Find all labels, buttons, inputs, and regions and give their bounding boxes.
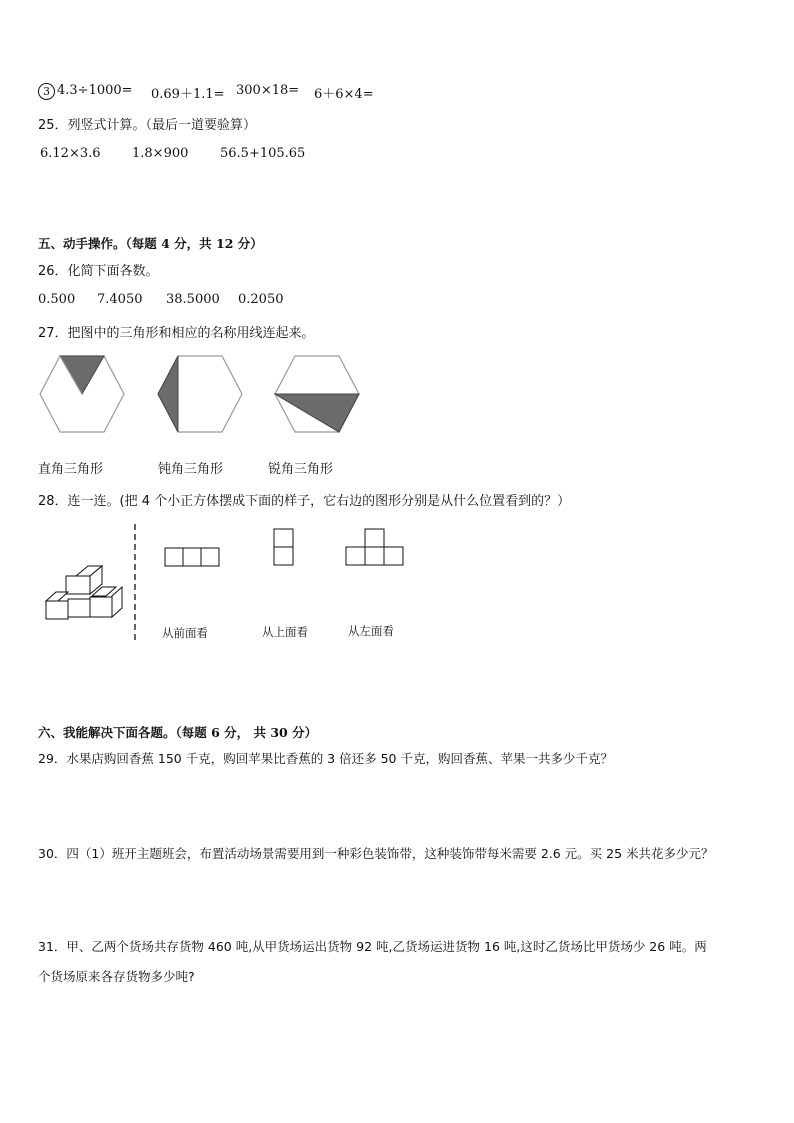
calc-item: 0.69＋1.1= — [151, 87, 225, 102]
hexagon-figure-2 — [156, 354, 244, 434]
q28-title: 28．连一连。(把 4 个小正方体摆成下面的样子，它右边的图形分别是从什么位置看到的？） — [38, 494, 571, 509]
view-shape-3 — [345, 528, 405, 568]
number-item: 7.4050 — [97, 292, 143, 307]
triangle-label-acute: 锐角三角形 — [268, 462, 334, 477]
vertical-calc-item: 6.12×3.6 — [40, 146, 101, 161]
section-6-heading: 六、我能解决下面各题。（每题 6 分， 共 30 分） — [38, 725, 318, 740]
q27-title: 27．把图中的三角形和相应的名称用线连起来。 — [38, 326, 315, 341]
q29-text: 29．水果店购回香蕉 150 千克，购回苹果比香蕉的 3 倍还多 50 千克，购回香蕉、苹果一共多少千克？ — [38, 751, 613, 766]
q24-line — [38, 83, 374, 102]
number-item: 0.2050 — [238, 292, 284, 307]
calc-item: 300×18= — [236, 83, 300, 98]
view-label-left: 从左面看 — [348, 624, 394, 638]
vertical-calc-item: 1.8×900 — [132, 146, 189, 161]
dashed-divider — [132, 524, 138, 640]
q25-items — [40, 146, 305, 161]
shaded-triangle — [158, 356, 178, 432]
q26-items — [38, 292, 284, 307]
hexagon-figure-1 — [38, 354, 126, 434]
q31-text-line2: 个货场原来各存货物多少吨? — [38, 969, 195, 984]
triangle-label-right: 直角三角形 — [38, 462, 104, 477]
number-item: 38.5000 — [166, 292, 220, 307]
view-shape-1 — [164, 547, 222, 567]
q31-text-line1: 31．甲、乙两个货场共存货物 460 吨,从甲货场运出货物 92 吨,乙货场运进货物 16 吨,这时乙货场比甲货场少 26 吨。两 — [38, 939, 707, 954]
hexagon-figure-3 — [273, 354, 361, 434]
triangle-label-obtuse: 钝角三角形 — [158, 462, 224, 477]
view-label-front: 从前面看 — [162, 626, 208, 640]
vertical-calc-item: 56.5+105.65 — [220, 146, 306, 161]
view-label-top: 从上面看 — [262, 625, 308, 639]
calc-item: 6＋6×4= — [314, 87, 374, 102]
number-item: 0.500 — [38, 292, 76, 307]
circled-number: 3 — [38, 83, 55, 100]
q30-text: 30．四（1）班开主题班会，布置活动场景需要用到一种彩色装饰带，这种装饰带每米需要 2.6 元。买 25 米共花多少元？ — [38, 846, 714, 861]
section-5-heading: 五、动手操作。（每题 4 分，共 12 分） — [38, 236, 263, 251]
q25-title: 25．列竖式计算。（最后一道要验算） — [38, 118, 257, 133]
cube-stack-figure — [42, 562, 128, 628]
calc-item: 4.3÷1000= — [57, 83, 133, 98]
view-shape-2 — [273, 528, 297, 568]
q26-title: 26．化简下面各数。 — [38, 264, 159, 279]
